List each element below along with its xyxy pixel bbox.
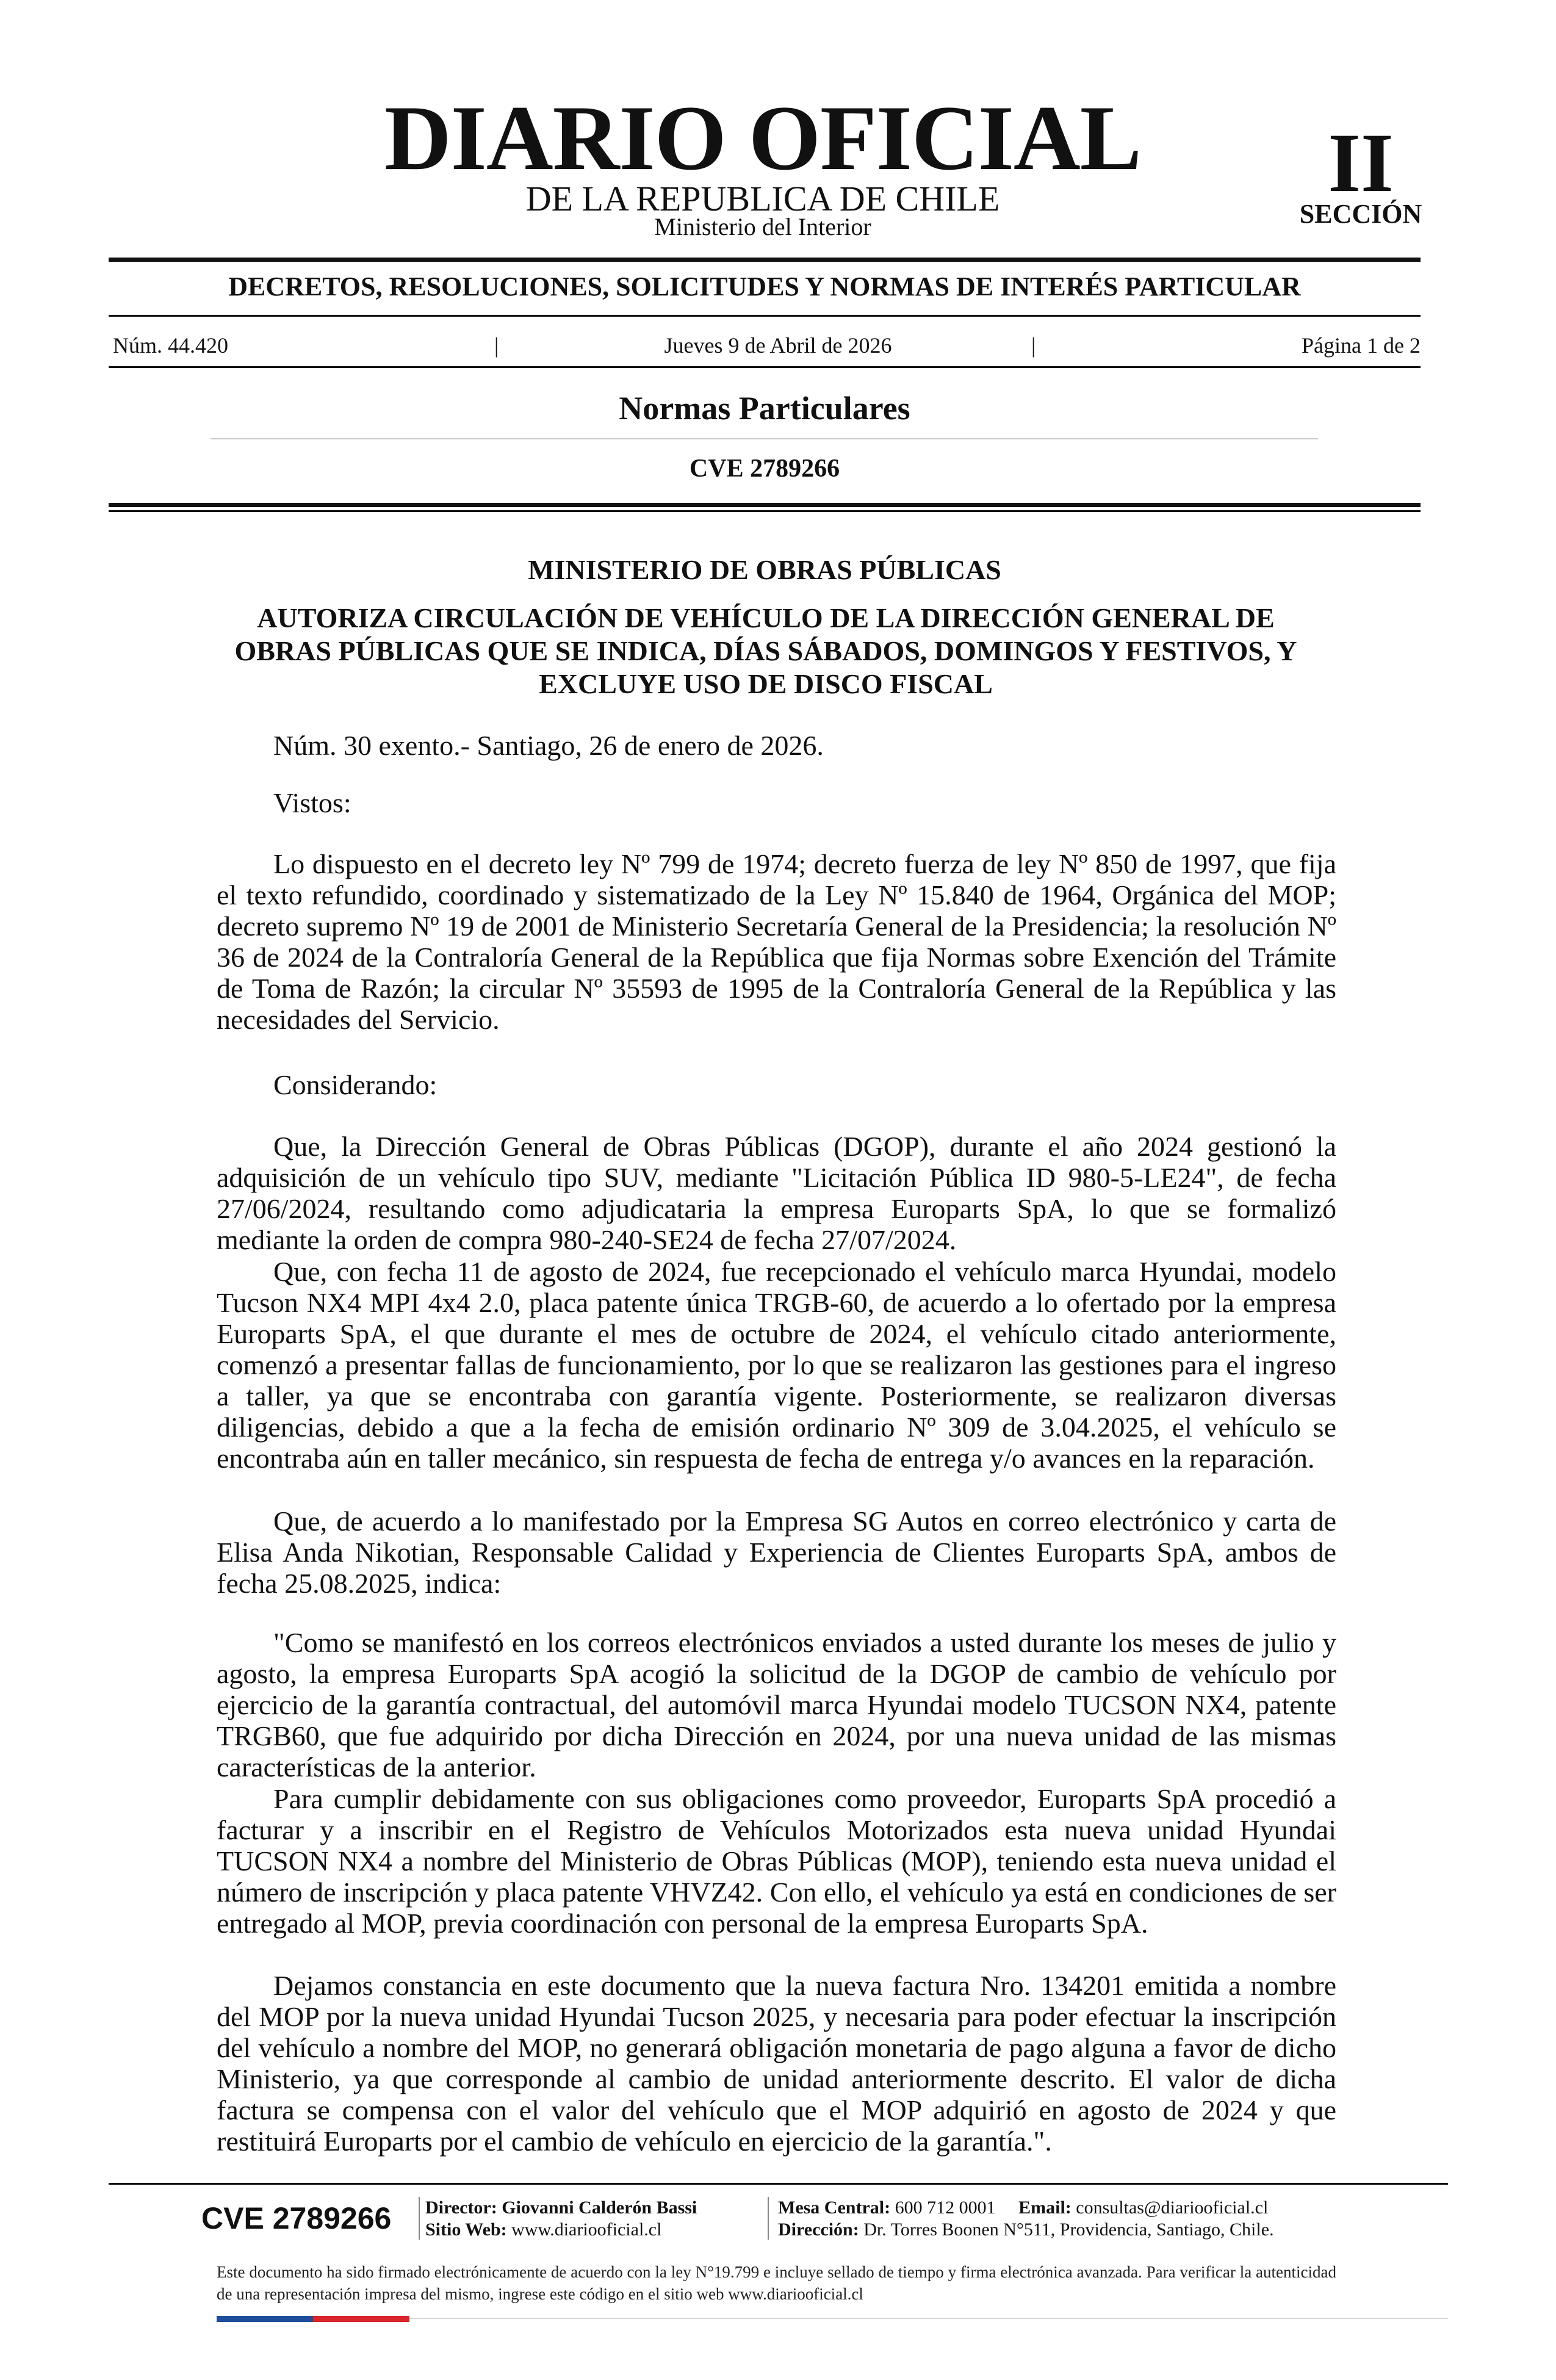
masthead-ministry: Ministerio del Interior [654, 213, 871, 240]
quote-paragraph: "Como se manifestó en los correos electrónicos enviados a usted durante los meses de julio y agosto, la empresa Europarts SpA acogió la solicitud de la DGOP de cambio de vehículo por ejercicio de la garantía contractual, del automóvil marca Hyundai modelo TUCSON NX4, patente TRGB60, que fue adquirido por dicha Dirección en 2024, por una nueva unidad de las mismas características de la anterior. [217, 1627, 1336, 1783]
considerando-heading: Considerando: [273, 1069, 438, 1100]
ministry-heading: MINISTERIO DE OBRAS PÚBLICAS [528, 554, 1001, 585]
footer-phone-line [778, 2197, 1274, 2219]
footer-cve: CVE 2789266 [201, 2201, 392, 2235]
double-rule-thin [109, 510, 1421, 512]
vistos-paragraph: Lo dispuesto en el decreto ley Nº 799 de 1974; decreto fuerza de ley Nº 850 de 1997, que fija el texto refundido, coordinado y sistematizado de la Ley Nº 15.840 de 1964, Orgánica del MOP; decreto supremo Nº 19 de 2001 de Ministerio Secretaría General de la Presidencia; la resolución Nº 36 de 2024 de la Contraloría General de la República que fija Normas sobre Exención del Trámite de Toma de Razón; la circular Nº 35593 de 1995 de la Contraloría General de la República y las necesidades del Servicio. [217, 848, 1336, 1035]
header-rule-bottom [109, 366, 1421, 368]
flag-stripe-blue [217, 2316, 313, 2322]
vistos-heading: Vistos: [273, 787, 351, 818]
header-rule-middle [109, 315, 1421, 317]
footer-divider [419, 2197, 420, 2240]
footer-legal-text: Este documento ha sido firmado electrónicamente de acuerdo con la ley N°19.799 e incluye sellado de tiempo y firma electrónica avanzada. Para verificar la autenticidad de una representación impresa del mismo, ingrese este código en el sitio web www.diariooficial.cl [217, 2263, 1336, 2303]
flag-stripe-red [313, 2316, 409, 2322]
issue-date: Jueves 9 de Abril de 2026 [664, 333, 892, 358]
issue-separator: | [494, 333, 499, 358]
website-link[interactable]: www.diariooficial.cl [511, 2220, 662, 2240]
section-title: Normas Particulares [619, 390, 910, 427]
masthead-subtitle: DE LA REPUBLICA DE CHILE [525, 179, 1000, 218]
considerando-paragraph: Que, de acuerdo a lo manifestado por la Empresa SG Autos en correo electrónico y carta de Elisa Anda Nikotian, Responsable Calidad y Experiencia de Clientes Europarts SpA, ambos de fecha 25.08.2025, indica: [217, 1506, 1336, 1599]
quote-paragraph: Para cumplir debidamente con sus obligaciones como proveedor, Europarts SpA procedió a facturar y a inscribir en el Registro de Vehículos Motorizados esta nueva unidad Hyundai TUCSON NX4 a nombre del Ministerio de Obras Públicas (MOP), teniendo esta nueva unidad el número de inscripción y placa patente VHVZ42. Con ello, el vehículo ya está en condiciones de ser entregado al MOP, previa coordinación con personal de la empresa Europarts SpA. [217, 1783, 1336, 1939]
footer-divider [768, 2197, 769, 2240]
issue-page: Página 1 de 2 [1302, 333, 1421, 358]
director-label: Director: [425, 2198, 497, 2218]
footer-rule [109, 2183, 1448, 2185]
considerando-paragraph: Que, con fecha 11 de agosto de 2024, fue recepcionado el vehículo marca Hyundai, modelo Tucson NX4 MPI 4x4 2.0, placa patente única TRGB-60, de acuerdo a lo ofertado por la empresa Europarts SpA, el que durante el mes de octubre de 2024, el vehículo citado anteriormente, comenzó a presentar fallas de funcionamiento, por lo que se realizaron las gestiones para el ingreso a taller, ya que se encontraba con garantía vigente. Posteriormente, se realizaron diversas diligencias, debido a que a la fecha de emisión ordinario Nº 309 de 3.04.2025, el vehículo se encontraba aún en taller mecánico, sin respuesta de fecha de entrega y/o avances en la reparación. [217, 1256, 1336, 1474]
section-label: SECCIÓN [1299, 199, 1422, 229]
footer-contact-block [778, 2197, 1274, 2241]
quote-paragraph: Dejamos constancia en este documento que la nueva factura Nro. 134201 emitida a nombre del MOP por la nueva unidad Hyundai Tucson 2025, y necesaria para poder efectuar la inscripción del vehículo a nombre del MOP, no generará obligación monetaria de pago alguna a favor de dicho Ministerio, ya que corresponde al cambio de unidad anteriormente descrito. El valor de dicha factura se compensa con el valor del vehículo que el MOP adquirió en agosto de 2024 y que restituirá Europarts por el cambio de vehículo en ejercicio de la garantía.". [217, 1970, 1336, 2157]
footer-bottom-line [409, 2318, 1448, 2319]
address-label: Dirección: [778, 2220, 859, 2240]
website-label: Sitio Web: [425, 2220, 507, 2240]
section-number: II [1328, 116, 1394, 209]
footer-address-line [778, 2219, 1274, 2241]
divider [211, 438, 1318, 439]
footer-director-block [425, 2197, 697, 2241]
considerando-paragraph: Que, la Dirección General de Obras Públicas (DGOP), durante el año 2024 gestionó la adquisición de un vehículo tipo SUV, mediante "Licitación Pública ID 980-5-LE24", de fecha 27/06/2024, resultando como adjudicataria la empresa Europarts SpA, lo que se formalizó mediante la orden de compra 980-240-SE24 de fecha 27/07/2024. [217, 1131, 1336, 1255]
phone-value: 600 712 0001 [895, 2198, 996, 2218]
cve-code: CVE 2789266 [689, 455, 840, 483]
address-value: Dr. Torres Boonen N°511, Providencia, Santiago, Chile. [863, 2220, 1274, 2240]
decree-title: AUTORIZA CIRCULACIÓN DE VEHÍCULO DE LA DIRECCIÓN GENERAL DE OBRAS PÚBLICAS QUE SE INDICA, DÍAS SÁBADOS, DOMINGOS Y FESTIVOS, Y EXCLUYE USO DE DISCO FISCAL [234, 602, 1297, 699]
email-label: Email: [1018, 2198, 1072, 2218]
director-name: Giovanni Calderón Bassi [502, 2198, 697, 2218]
double-rule-thick [109, 503, 1421, 507]
issue-separator: | [1031, 333, 1036, 358]
decree-number: Núm. 30 exento.- Santiago, 26 de enero de 2026. [273, 730, 824, 761]
footer-website-line [425, 2219, 697, 2241]
issue-number: Núm. 44.420 [113, 333, 228, 358]
email-link[interactable]: consultas@diariooficial.cl [1076, 2198, 1269, 2218]
phone-label: Mesa Central: [778, 2198, 891, 2218]
header-rule-top [109, 258, 1421, 262]
band-title: DECRETOS, RESOLUCIONES, SOLICITUDES Y NORMAS DE INTERÉS PARTICULAR [228, 272, 1301, 301]
footer-director-line [425, 2197, 697, 2219]
masthead-title: DIARIO OFICIAL [384, 87, 1142, 189]
